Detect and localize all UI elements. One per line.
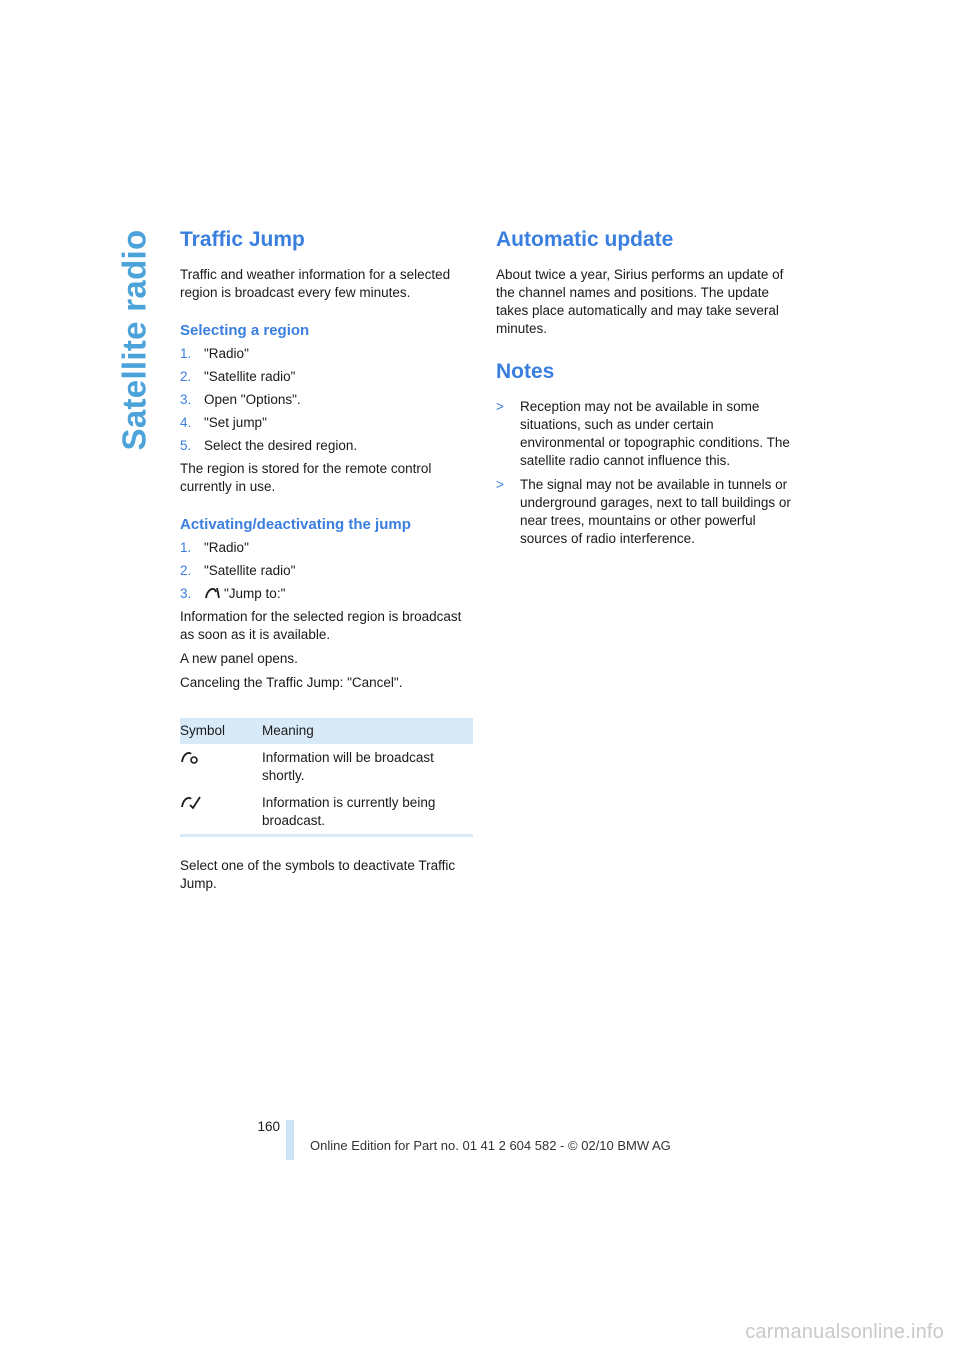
symbol-table	[180, 718, 473, 837]
watermark: carmanualsonline.info	[745, 1321, 944, 1343]
right-column	[496, 228, 791, 554]
table-header-meaning: Meaning	[262, 718, 473, 744]
table-row	[180, 744, 473, 789]
activating-jump-steps	[180, 539, 475, 603]
activating-jump-heading: Activating/deactivating the jump	[180, 516, 411, 533]
selecting-region-steps	[180, 345, 475, 455]
deactivate-note: Select one of the symbols to deactivate Traffic Jump.	[180, 858, 456, 891]
automatic-update-text: About twice a year, Sirius performs an update of the channel names and positions. The update takes place automatically and may take several minutes.	[496, 267, 784, 336]
jump-active-icon	[180, 794, 202, 810]
list-item: > Reception may not be available in some situations, such as under certain environmental or topographic conditions. The satellite radio cannot influence this.	[496, 399, 790, 468]
table-row	[180, 789, 473, 836]
list-item: > The signal may not be available in tunnels or underground garages, next to tall buildings or near trees, mountains or other powerful sources of radio interference.	[496, 477, 791, 546]
list-item: 2. "Satellite radio"	[180, 563, 296, 578]
region-stored-note: The region is stored for the remote control currently in use.	[180, 461, 432, 494]
broadcast-info-para: Information for the selected region is broadcast as soon as it is available.	[180, 609, 462, 642]
footer-bar	[286, 1120, 294, 1160]
table-cell-meaning: Information is currently being broadcast.	[262, 795, 436, 828]
list-item: 3. "Jump to:"	[180, 586, 286, 601]
panel-opens-para: A new panel opens.	[180, 651, 298, 666]
list-item: 4. "Set jump"	[180, 415, 267, 430]
left-column	[180, 228, 475, 899]
jump-icon	[204, 586, 222, 600]
list-item: 1. "Radio"	[180, 346, 249, 361]
notes-heading: Notes	[496, 360, 555, 383]
list-item: 5. Select the desired region.	[180, 438, 358, 453]
selecting-region-heading: Selecting a region	[180, 322, 310, 339]
traffic-jump-intro: Traffic and weather information for a selected region is broadcast every few minutes.	[180, 267, 451, 300]
list-item: 2. "Satellite radio"	[180, 369, 296, 384]
table-cell-meaning: Information will be broadcast shortly.	[262, 750, 434, 783]
edition-footer: Online Edition for Part no. 01 41 2 604 582 - © 02/10 BMW AG	[310, 1138, 671, 1153]
jump-pending-icon	[180, 749, 200, 765]
list-item: 3. Open "Options".	[180, 392, 301, 407]
list-item: 1. "Radio"	[180, 540, 249, 555]
page-number: 160	[257, 1119, 280, 1134]
cancel-para: Canceling the Traffic Jump: "Cancel".	[180, 675, 403, 690]
automatic-update-heading: Automatic update	[496, 228, 674, 251]
side-section-title: Satellite radio	[115, 229, 152, 451]
notes-list	[496, 398, 791, 548]
traffic-jump-heading: Traffic Jump	[180, 228, 305, 251]
table-header-symbol: Symbol	[180, 718, 262, 744]
